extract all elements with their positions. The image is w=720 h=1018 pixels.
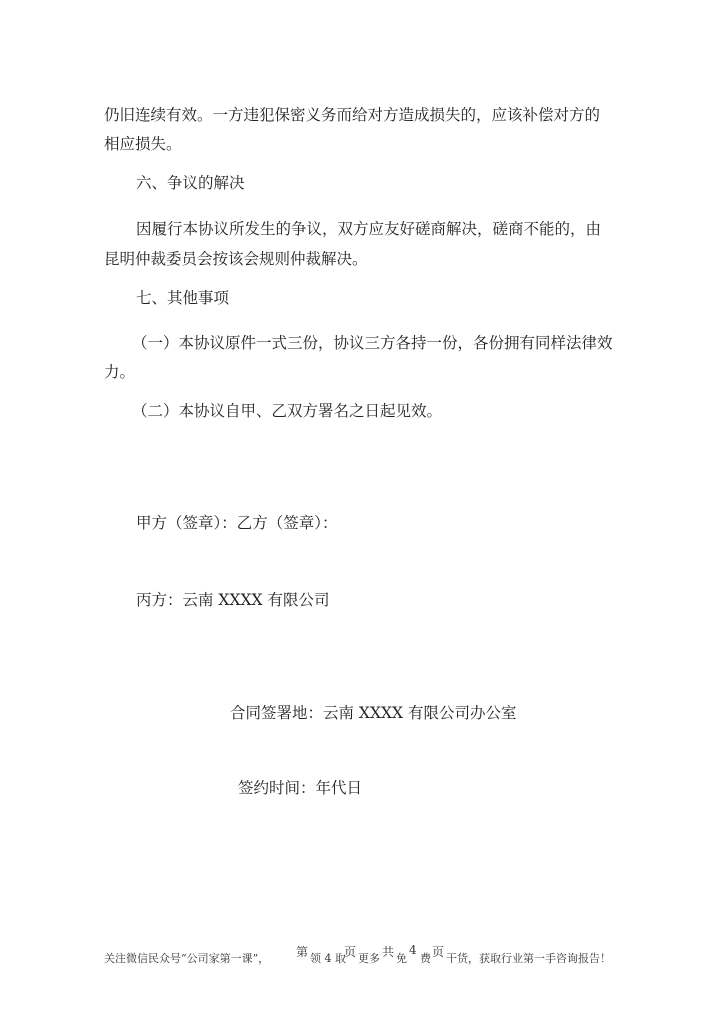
- footer-fragment-6: 干货，获取行业第一手咨询报告！: [446, 952, 611, 965]
- footer-fragment-5: 费: [420, 952, 431, 965]
- footer-page-suffix: 页: [344, 945, 357, 959]
- paragraph-dispute-line2: 昆明仲裁委员会按该会规则仲裁解决。: [104, 250, 368, 268]
- paragraph-dispute-line1: 因履行本协议所发生的争议，双方应友好磋商解决，磋商不能的，由: [136, 220, 602, 238]
- footer-page-prefix: 第: [296, 945, 309, 959]
- signature-party-a-b: 甲方（签章）：乙方（签章）：: [136, 514, 338, 532]
- footer-fragment-2: 领 4 取: [310, 952, 346, 965]
- paragraph-effective-date: （二）本协议自甲、乙双方署名之日起见效。: [132, 402, 443, 420]
- heading-other-matters: 七、其他事项: [136, 289, 230, 307]
- paragraph-confidentiality-line2: 相应损失。: [104, 135, 182, 153]
- footer-promo-text: 关注微信民众号“公司家第一课”，: [104, 952, 270, 965]
- footer-total-prefix: 共: [382, 945, 395, 959]
- paragraph-copies-line2: 力。: [104, 363, 136, 381]
- page-footer: [104, 940, 624, 970]
- signing-time: 签约时间：年代日: [238, 779, 363, 797]
- signing-place: 合同签署地：云南 XXXX 有限公司办公室: [230, 704, 517, 722]
- paragraph-confidentiality-line1: 仍旧连续有效。一方违犯保密义务而给对方造成损失的，应该补偿对方的: [104, 106, 601, 124]
- footer-total-pages: 4: [409, 943, 417, 957]
- heading-dispute-resolution: 六、争议的解决: [136, 174, 245, 192]
- footer-total-suffix: 页: [432, 945, 445, 959]
- footer-fragment-4: 免: [396, 952, 407, 965]
- signature-party-c: 丙方：云南 XXXX 有限公司: [136, 591, 330, 609]
- footer-fragment-3: 更多: [358, 952, 380, 965]
- paragraph-copies-line1: （一）本协议原件一式三份，协议三方各持一份，各份拥有同样法律效: [132, 334, 613, 352]
